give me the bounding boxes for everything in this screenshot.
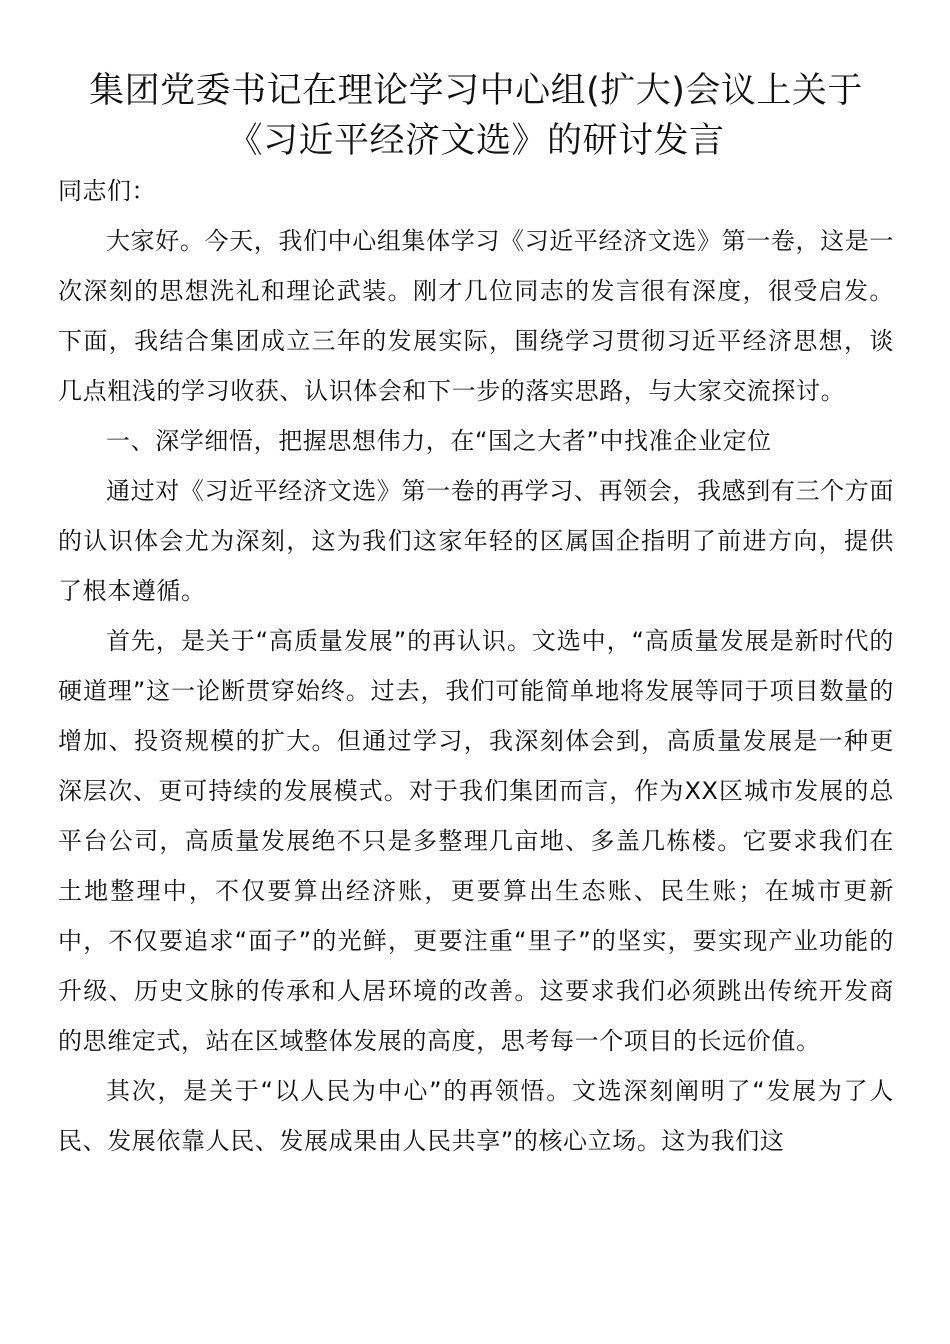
paragraph-high-quality: 首先，是关于“高质量发展”的再认识。文选中，“高质量发展是新时代的硬道理”这一论断贯穿始终。过去，我们可能简单地将发展等同于项目数量的增加、投资规模的扩大。但通过学习，我深刻体会到，高质量发展是一种更深层次、更可持续的发展模式。对于我们集团而言，作为XX区城市发展的总平台公司，高质量发展绝不只是多整理几亩地、多盖几栋楼。它要求我们在土地整理中，不仅要算出经济账，更要算出生态账、民生账；在城市更新中，不仅要追求“面子”的光鲜，更要注重“里子”的坚实，要实现产业功能的升级、历史文脉的传承和人居环境的改善。这要求我们必须跳出传统开发商的思维定式，站在区域整体发展的高度，思考每一个项目的长远价值。	[58, 627, 894, 1055]
paragraph-greeting: 大家好。今天，我们中心组集体学习《习近平经济文选》第一卷，这是一次深刻的思想洗礼和理论武装。刚才几位同志的发言很有深度，很受启发。下面，我结合集团成立三年的发展实际，围绕学习贯彻习近平经济思想，谈几点粗浅的学习收获、认识体会和下一步的落实思路，与大家交流探讨。	[58, 227, 894, 405]
salutation: 同志们：	[58, 177, 156, 205]
document-page	[58, 66, 894, 1166]
section-heading-one: 一、深学细悟，把握思想伟力，在“国之大者”中找准企业定位	[106, 427, 772, 455]
paragraph-people-centered: 其次，是关于“以人民为中心”的再领悟。文选深刻阐明了“发展为了人民、发展依靠人民、发展成果由人民共享”的核心立场。这为我们这	[58, 1077, 894, 1155]
document-title: 集团党委书记在理论学习中心组(扩大)会议上关于《习近平经济文选》的研讨发言	[89, 71, 863, 161]
paragraph-study: 通过对《习近平经济文选》第一卷的再学习、再领会，我感到有三个方面的认识体会尤为深刻，这为我们这家年轻的区属国企指明了前进方向，提供了根本遵循。	[58, 477, 894, 605]
